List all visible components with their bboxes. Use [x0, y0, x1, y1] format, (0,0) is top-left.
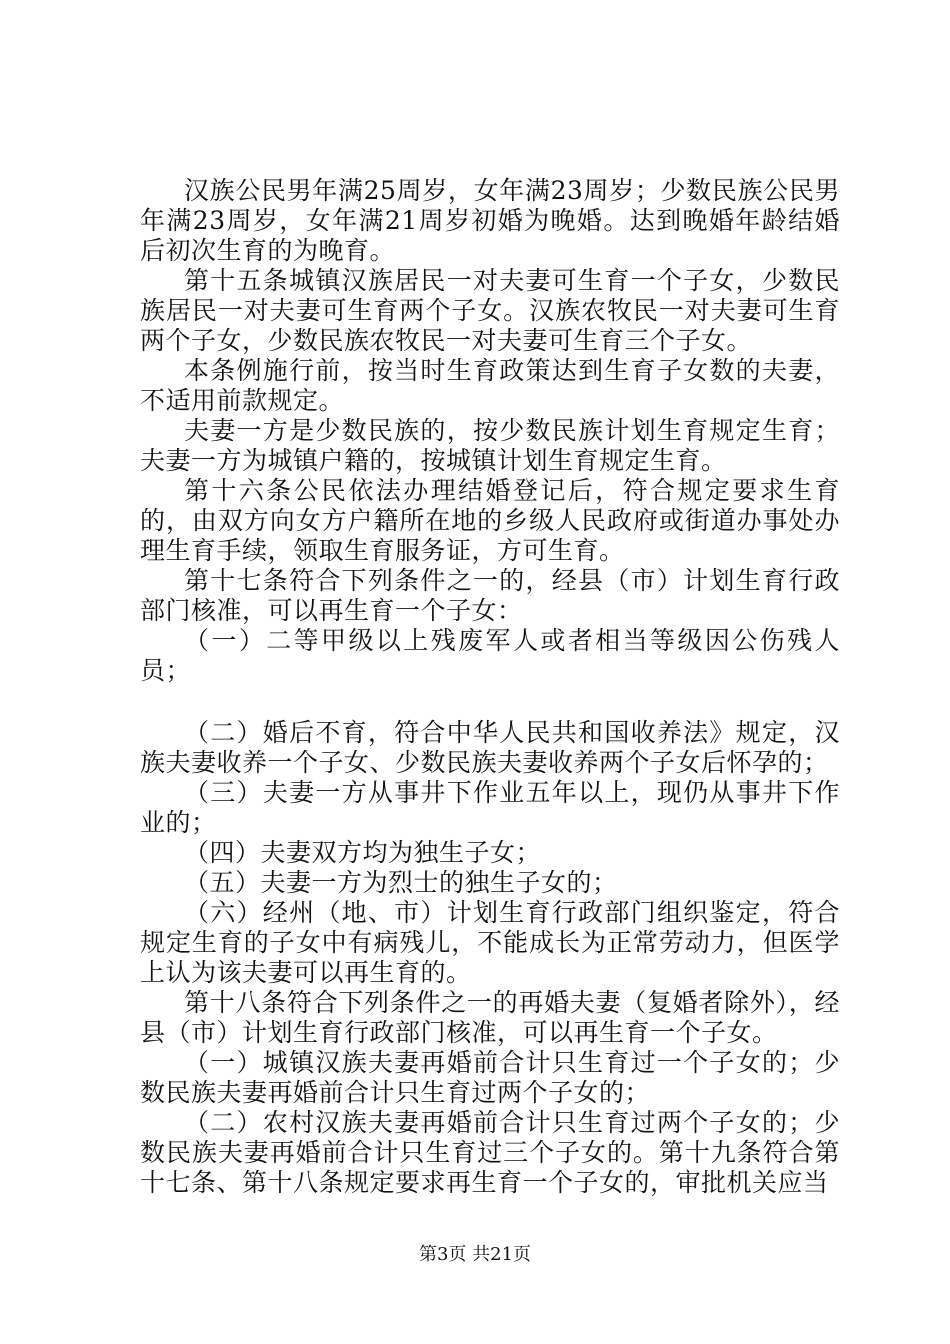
paragraph-article-18: 第十八条符合下列条件之一的再婚夫妻（复婚者除外），经县（市）计划生育行政部门核准，可以再生育一个子女。 [140, 988, 840, 1047]
paragraph-article-17: 第十七条符合下列条件之一的，经县（市）计划生育行政部门核准，可以再生育一个子女： [140, 566, 840, 625]
paragraph-item-6: （六）经州（地、市）计划生育行政部门组织鉴定，符合规定生育的子女中有病残儿，不能成长为正常劳动力，但医学上认为该夫妻可以再生育的。 [140, 898, 840, 987]
paragraph-item-3: （三）夫妻一方从事井下作业五年以上，现仍从事井下作业的； [140, 778, 840, 837]
paragraph-item-1: （一）二等甲级以上残废军人或者相当等级因公伤残人员； [140, 626, 840, 685]
paragraph-item-4: （四）夫妻双方均为独生子女； [184, 838, 542, 867]
document-body [140, 176, 840, 1198]
paragraph-article-16: 第十六条公民依法办理结婚登记后，符合规定要求生育的，由双方向女方户籍所在地的乡级人民政府或街道办事处办理生育手续，领取生育服务证，方可生育。 [140, 476, 840, 565]
paragraph-late-marriage: 汉族公民男年满25周岁，女年满23周岁；少数民族公民男年满23周岁，女年满21周岁初婚为晚婚。达到晚婚年龄结婚后初次生育的为晚育。 [140, 176, 840, 265]
paragraph-mixed-couples: 夫妻一方是少数民族的，按少数民族计划生育规定生育；夫妻一方为城镇户籍的，按城镇计划生育规定生育。 [140, 416, 840, 475]
paragraph-article-18-item-2: （二）农村汉族夫妻再婚前合计只生育过两个子女的；少数民族夫妻再婚前合计只生育过三个子女的。第十九条符合第十七条、第十八条规定要求再生育一个子女的，审批机关应当 [140, 1108, 840, 1197]
paragraph-pre-enforcement: 本条例施行前，按当时生育政策达到生育子女数的夫妻，不适用前款规定。 [140, 356, 840, 415]
paragraph-article-15: 第十五条城镇汉族居民一对夫妻可生育一个子女，少数民族居民一对夫妻可生育两个子女。汉族农牧民一对夫妻可生育两个子女，少数民族农牧民一对夫妻可生育三个子女。 [140, 266, 840, 355]
paragraph-item-2: （二）婚后不育，符合中华人民共和国收养法》规定，汉族夫妻收养一个子女、少数民族夫妻收养两个子女后怀孕的； [140, 718, 840, 777]
paragraph-item-5: （五）夫妻一方为烈士的独生子女的； [184, 868, 618, 897]
paragraph-article-18-item-1: （一）城镇汉族夫妻再婚前合计只生育过一个子女的；少数民族夫妻再婚前合计只生育过两个子女的； [140, 1048, 840, 1107]
page-number-footer: 第3页 共21页 [418, 1244, 532, 1265]
